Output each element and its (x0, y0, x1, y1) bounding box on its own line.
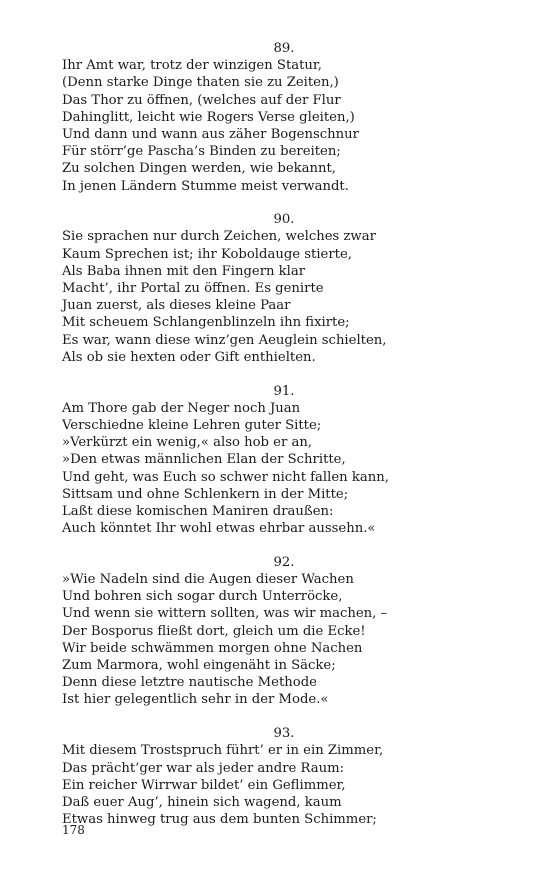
verse-line: Daß euer Aug’, hinein sich wagend, kaum (62, 794, 342, 810)
verse-line: Das Thor zu öffnen, (welches auf der Flur (62, 92, 341, 108)
stanza-91 (62, 383, 492, 538)
stanza-90 (62, 211, 492, 366)
verse-line: Zu solchen Dingen werden, wie bekannt, (62, 161, 336, 177)
verse-line: Kaum Sprechen ist; ihr Koboldauge stierte, (62, 246, 352, 262)
verse-line: »Verkürzt ein wenig,« also hob er an, (62, 435, 313, 451)
verse-line: Und dann und wann aus zäher Bogenschnur (62, 126, 359, 142)
verse-line: Und bohren sich sogar durch Unterröcke, (62, 589, 343, 605)
verse-line: »Den etwas männlichen Elan der Schritte, (62, 452, 346, 468)
verse-line: Als ob sie hexten oder Gift enthielten. (62, 349, 316, 365)
verse-line: Sie sprachen nur durch Zeichen, welches zwar (62, 229, 376, 245)
verse-line: Denn diese letztre nautische Methode (62, 675, 317, 691)
verse-line: Mit diesem Trostspruch führt’ er in ein Zimmer, (62, 743, 384, 759)
stanza-number: 93. (273, 726, 295, 742)
verse-line: Das prächt’ger war als jeder andre Raum: (62, 760, 345, 776)
verse-line: Und geht, was Euch so schwer nicht fallen kann, (62, 469, 389, 485)
page-number: 178 (62, 823, 85, 837)
verse-line: Es war, wann diese winz’gen Aeuglein schielten, (62, 332, 387, 348)
poem-text (62, 40, 492, 845)
verse-line: Etwas hinweg trug aus dem bunten Schimmer; (62, 812, 377, 828)
verse-line: Ein reicher Wirrwar bildet’ ein Geflimmer, (62, 777, 346, 793)
verse-line: Wir beide schwämmen morgen ohne Nachen (62, 640, 363, 656)
verse-line: Juan zuerst, als dieses kleine Paar (62, 298, 291, 314)
verse-line: Zum Marmora, wohl eingenäht in Säcke; (62, 657, 336, 673)
stanza-number: 89. (273, 41, 295, 56)
verse-line: Verschiedne kleine Lehren guter Sitte; (62, 417, 322, 433)
stanza-number: 91. (273, 383, 295, 399)
stanza-93 (62, 725, 492, 828)
verse-line: Ihr Amt war, trotz der winzigen Statur, (62, 58, 322, 74)
verse-line: Laßt diese komischen Maniren draußen: (62, 503, 334, 519)
verse-line: Dahinglitt, leicht wie Rogers Verse gleiten,) (62, 109, 355, 125)
verse-line: (Denn starke Dinge thaten sie zu Zeiten,) (62, 75, 339, 91)
stanza-number: 90. (273, 212, 295, 228)
verse-line: Auch könntet Ihr wohl etwas ehrbar aussehn.« (62, 521, 376, 537)
verse-line: Für störr’ge Pascha’s Binden zu bereiten; (62, 144, 341, 160)
verse-line: Und wenn sie wittern sollten, was wir machen, – (62, 606, 388, 622)
verse-line: Als Baba ihnen mit den Fingern klar (62, 263, 306, 279)
verse-line: Mit scheuem Schlangenblinzeln ihn fixirte; (62, 315, 350, 331)
verse-line: »Wie Nadeln sind die Augen dieser Wachen (62, 572, 354, 588)
verse-line: Ist hier gelegentlich sehr in der Mode.« (62, 692, 329, 708)
verse-line: Der Bosporus fließt dort, gleich um die Ecke! (62, 623, 366, 639)
verse-line: Macht’, ihr Portal zu öffnen. Es genirte (62, 281, 324, 297)
verse-line: In jenen Ländern Stumme meist verwandt. (62, 178, 349, 194)
verse-line: Am Thore gab der Neger noch Juan (62, 400, 301, 416)
stanza-92 (62, 554, 492, 709)
verse-line: Sittsam und ohne Schlenkern in der Mitte; (62, 486, 349, 502)
stanza-89 (62, 40, 492, 195)
stanza-number: 92. (273, 554, 295, 570)
